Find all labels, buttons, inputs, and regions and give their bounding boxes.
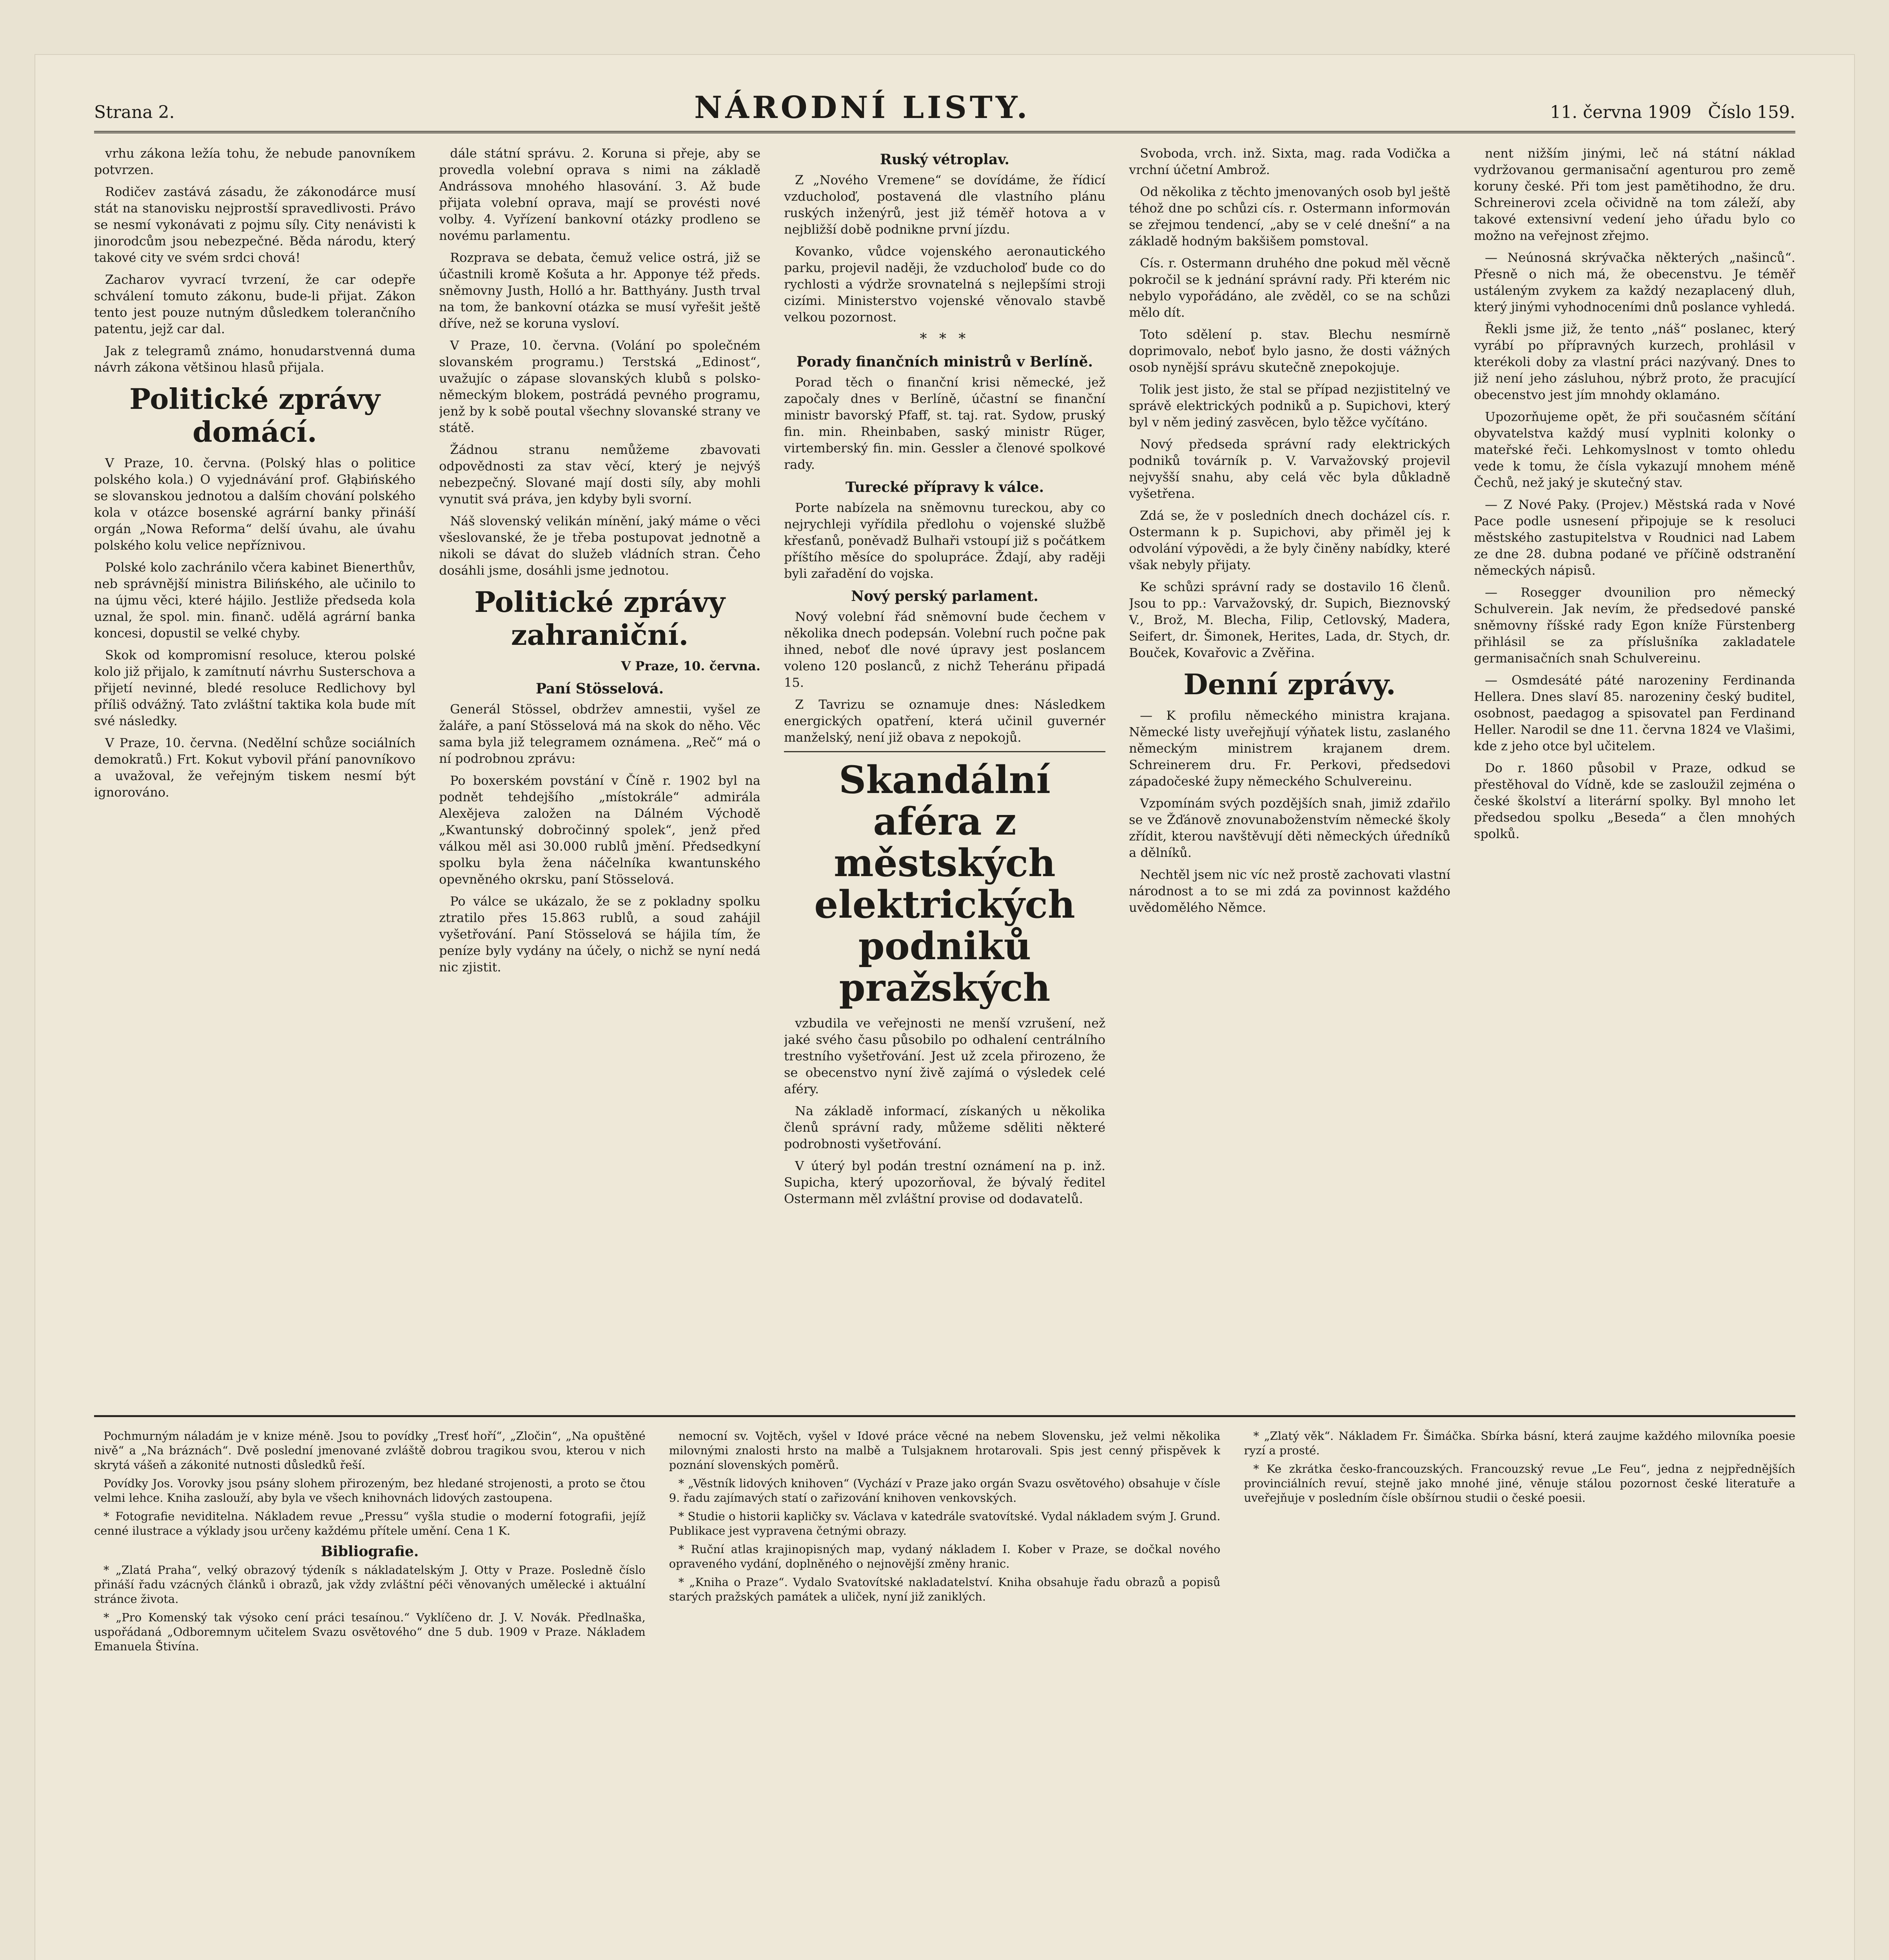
- paragraph: nent nižším jinými, leč ná státní náklad vydržovanou germanisační agenturou pro země koruny české. Při tom jest pamětihodno, že dru. Schreinerovi zcela očividně na tom záleží, aby takové extensivní vedení jeho úřadu bylo co možno na veřejnost zřejmo.: [1474, 146, 1795, 243]
- paragraph: Po válce se ukázalo, že se z pokladny spolku ztratilo přes 15.863 rublů, a soud zahájil vyšetřování. Paní Stösselová se hájila tím, že peníze byly vydány na účely, o nichž se nyní nedá nic zjistit.: [439, 894, 760, 975]
- paragraph: * Ruční atlas krajinopisných map, vydaný nákladem I. Kober v Praze, se dočkal nového opraveného vydání, doplněného o nejnovější změny hranic.: [669, 1543, 1221, 1570]
- paragraph: Po boxerském povstání v Číně r. 1902 byl na podnět tehdejšího „místokrále“ admirála Alexějeva založen na Dálném Východě „Kwantunský dobročinný spolek“, jenž před válkou měl asi 30.000 rublů jmění. Předsedkyní spolku byla žena náčelníka kwantunského opevněného okrsku, paní Stösselová.: [439, 773, 760, 887]
- paragraph: * „Pro Komenský tak výsoko cení práci tesaínou.“ Vyklíčeno dr. J. V. Novák. Předlnaška, uspořádaná „Odboremnym učitelem Svazu osvětového“ dne 5 dub. 1909 v Praze. Nákladem Emanuela Štivína.: [94, 1611, 646, 1653]
- paragraph: — Z Nové Paky. (Projev.) Městská rada v Nové Pace podle usnesení připojuje se k resoluci městského zastupitelstva v Roudnici nad Labem ze dne 28. dubna podané ve příčině odstranění německých nápisů.: [1474, 497, 1795, 578]
- newspaper-page: [35, 55, 1854, 1960]
- paragraph: Generál Stössel, obdržev amnestii, vyšel ze žaláře, a paní Stösselová má na skok do něho. Věc sama byla již telegramem oznámena. „Reč“ má o ní podrobnou zprávu:: [439, 702, 760, 766]
- paragraph: Pochmurným náladám je v knize méně. Jsou to povídky „Tresť hoří“, „Zločin“, „Na opuštěné nivě“ a „Na bráznách“. Dvě poslední jmenované zvláště dobrou tragikou svou, kterou v nich skrytá vášeň a zákonité nutnosti důsledků řeší.: [94, 1429, 646, 1472]
- section-title-foreign: Politické zprávy zahraniční.: [474, 585, 725, 652]
- paragraph: Zdá se, že v posledních dnech docházel cís. r. Ostermann k p. Supichovi, aby přiměl jej k odvolání výpovědi, a že byly činěny nabídky, které však nebyly přijaty.: [1129, 508, 1450, 572]
- paragraph: Kovanko, vůdce vojenského aeronautického parku, projevil naději, že vzducholoď bude co do rychlosti a výdrže srovnatelná s nejlepšími stroji cizími. Ministerstvo vojenské věnovalo stavbě velkou pozornost.: [784, 244, 1105, 325]
- paragraph: * „Věstník lidových knihoven“ (Vychází v Praze jako orgán Svazu osvětového) obsahuje v čísle 9. řadu zajímavých statí o zařizování knihoven venkovských.: [669, 1477, 1221, 1504]
- paragraph: Rozprava se debata, čemuž velice ostrá, již se účastnili kromě Košuta a hr. Apponye též předs. sněmovny Justh, Holló a hr. Batthyány. Justh trval na tom, že bankovní otázka se musí vyřešit ještě dříve, než se koruna vysloví.: [439, 250, 760, 331]
- paragraph: nemocní sv. Vojtěch, vyšel v Idové práce věcné na nebem Slovensku, jež velmi několika milovnými znalosti hrsto na malbě a Tulsjaknem hrotarovali. Spis jest cenný přispěvek k poznání slovenských poměrů.: [669, 1429, 1221, 1472]
- divider: [784, 751, 1105, 752]
- paragraph: Tolik jest jisto, že stal se případ nezjistitelný ve správě elektrických podniků a p. Supichovi, který byl v něm jediný zasvěcen, bylo těžce vyčítáno.: [1129, 382, 1450, 430]
- paragraph: Z „Nového Vremene“ se dovídáme, že řídicí vzducholoď, postavená dle vlastního plánu ruských inženýrů, jest již téměř hotova a v nejbližší době podnikne první jízdu.: [784, 172, 1105, 237]
- subheading: Nový perský parlament.: [851, 588, 1038, 604]
- paragraph: — Osmdesáté páté narozeniny Ferdinanda Hellera. Dnes slaví 85. narozeniny český buditel, osobnost, paedagog a spisovatel pan Ferdinand Heller. Narodil se dne 11. června 1824 ve Vlašimi, kde z jeho otce byl učitelem.: [1474, 673, 1795, 753]
- masthead-title: NÁRODNÍ LISTY.: [694, 90, 1031, 125]
- paragraph: Polské kolo zachránilo včera kabinet Bienerthův, neb správnější ministra Bilińského, ale učinilo to na újmu věci, které hájilo. Jestliže předseda kola uznal, že spol. min. finanč. udělá agrární banka koncesi, dopustil se velké chyby.: [94, 560, 416, 641]
- paragraph: Toto sdělení p. stav. Blechu nesmírně doprimovalo, neboť bylo jasno, že dosti vážných osob nynější správu skutečně znepokojuje.: [1129, 327, 1450, 375]
- section-title-scandal: Skandální aféra z městských elektrických podniků pražských: [814, 758, 1075, 1010]
- paragraph: V Praze, 10. června. (Volání po společném slovanském programu.) Terstská „Edinost“, uvažujíc o zápase slovanských klubů s polsko-německým blokem, postrádá pevného programu, jenž by k sobě poutal všechny slovanské strany ve státě.: [439, 338, 760, 435]
- paragraph: Nový předseda správní rady elektrických podniků továrník p. V. Varvažovský projevil nejvyšší snahu, aby celá věc byla důkladně vyšetřena.: [1129, 437, 1450, 501]
- subheading: Porady finančních ministrů v Berlíně.: [796, 354, 1093, 370]
- issue-date: 11. června 1909: [1550, 102, 1692, 122]
- subheading: Paní Stösselová.: [535, 681, 664, 697]
- paragraph: * „Zlatá Praha“, velký obrazový týdeník s nákladatelským J. Otty v Praze. Posledně číslo přináší řadu vzácných článků i obrazů, jak vždy zvláštní péči věnovaných umělecké i aktuální stránce života.: [94, 1563, 646, 1606]
- paragraph: Od několika z těchto jmenovaných osob byl ještě téhož dne po schůzi cís. r. Ostermann informován se zřejmou tendencí, „aby se v celé dnešní“ a na základě hodným bakšišem pomstoval.: [1129, 184, 1450, 249]
- paragraph: — Rosegger dvounilion pro německý Schulverein. Jak nevím, že předsedové panské sněmovny říšské rady Egon kníže Fürstenberg přihlásil se za příslušníka zakladatele germanisačních snah Schulvereinu.: [1474, 585, 1795, 666]
- subheading: Ruský vétroplav.: [880, 151, 1010, 168]
- column-1: [94, 145, 416, 1399]
- header-rule: [94, 131, 1795, 133]
- separator-stars: * * *: [920, 331, 970, 347]
- subheading-bibliography: Bibliografie.: [321, 1543, 419, 1560]
- feuilleton-column-2: [669, 1429, 1221, 1960]
- paragraph: Do r. 1860 působil v Praze, odkud se přestěhoval do Vídně, kde se zasloužil zejména o české školství a literární spolky. Byl mnoho let předsedou spolku „Beseda“ a člen mnohých spolků.: [1474, 760, 1795, 841]
- paragraph: vrhu zákona ležía tohu, že nebude panovníkem potvrzen.: [94, 146, 416, 177]
- column-4: [1129, 145, 1450, 1399]
- dateline: V Praze, 10. června.: [621, 659, 760, 673]
- paragraph: Vzpomínám svých pozdějších snah, jimiž zdařilo se ve Žďánově znovunaboženstvím německé školy zřídit, kterou navštěvují děti německých úředníků a dělníků.: [1129, 796, 1450, 860]
- paragraph: V Praze, 10. června. (Polský hlas o politice polského kola.) O vyjednávání prof. Głąbińského se slovanskou jednotou a dalším chování polského kola v otázce bosenské agrární banky přináší orgán „Nowa Reforma“ delší úvahu, ale úvahu polského kolu velice nepříznivou.: [94, 456, 416, 553]
- paragraph: Ke schůzi správní rady se dostavilo 16 členů. Jsou to pp.: Varvažovský, dr. Supich, Bieznovský V., Brož, M. Blecha, Filip, Cetlovský, Madera, Seifert, dr. Šimonek, Herites, Lada, dr. Stych, dr. Bouček, Kovařovic a Zvěřina.: [1129, 579, 1450, 660]
- paragraph: * Fotografie neviditelna. Nákladem revue „Pressu“ vyšla studie o moderní fotografii, jejíž cenné ilustrace a výklady jsou určeny každému přítele umění. Cena 1 K.: [94, 1510, 646, 1537]
- paragraph: Rodičev zastává zásadu, že zákonodárce musí stát na stanovisku nejprostší spravedlivosti. Právo se nesmí vykonávati z pojmu síly. City nenávisti k jinorodcům jsou nebezpečné. Běda národu, který takové city ve svém srdci chová!: [94, 184, 416, 265]
- paragraph: * „Zlatý věk“. Nákladem Fr. Šimáčka. Sbírka básní, která zaujme každého milovníka poesie ryzí a prosté.: [1244, 1429, 1796, 1457]
- paragraph: Jak z telegramů známo, honudarstvenná duma návrh zákona většinou hlasů přijala.: [94, 343, 416, 375]
- paragraph: * Ke zkrátka česko-francouzských. Francouzský revue „Le Feu“, jedna z nejpřednějších provinciálních revuí, stejně jako mnohé jiné, věnuje stálou pozornost české literatuře a uveřejňuje v posledním čísle obšírnou studii o české poesii.: [1244, 1462, 1796, 1504]
- paragraph: Z Tavrizu se oznamuje dnes: Následkem energických opatření, která učinil guvernér manželský, není již obava z nepokojů.: [784, 697, 1105, 745]
- column-3: [784, 145, 1105, 1399]
- section-title-daily: Denní zprávy.: [1183, 668, 1396, 701]
- paragraph: Porte nabízela na sněmovnu tureckou, aby co nejrychleji vyřídila předlohu o vojenské službě křesťanů, poněvadž Bulhaři vstoupí již s počátkem příštího měsíce do spolupráce. Ždají, aby raději byli zařadění do vojska.: [784, 500, 1105, 581]
- paragraph: Svoboda, vrch. inž. Sixta, mag. rada Vodička a vrchní účetní Ambrož.: [1129, 146, 1450, 177]
- paragraph: Skok od kompromisní resoluce, kterou polské kolo již přijalo, k zamítnutí návrhu Susterschova a přijetí nevinné, bledé resoluce Redlichovy byl příliš odvážný. Tato zvláštní taktika kola bude mít své následky.: [94, 648, 416, 728]
- date-issue: [1550, 102, 1795, 125]
- paragraph: Porad těch o finanční krisi německé, jež započaly dnes v Berlíně, účastní se finanční ministr bavorský Pfaff, st. taj. rat. Sydow, pruský fin. min. Rheinbaben, saský ministr Rüger, virtemberský fin. min. Gessler a členové spolkové rady.: [784, 375, 1105, 472]
- paragraph: Zacharov vyvrací tvrzení, že car odepře schválení tomuto zákonu, bude-li přijat. Zákon tento jest pouze nutným důsledkem tolerančního patentu, jejž car dal.: [94, 272, 416, 336]
- paragraph: Nový volební řád sněmovní bude čechem v několika dnech podepsán. Volební ruch počne pak ihned, neboť dle nové úpravy jest poslancem voleno 120 poslanců, z nichž Teheránu připadá 15.: [784, 609, 1105, 690]
- page-header: [94, 78, 1795, 125]
- paragraph: Na základě informací, získaných u několika členů správní rady, můžeme sděliti některé podrobnosti vyšetřování.: [784, 1103, 1105, 1151]
- paragraph: — Neúnosná skrývačka některých „našinců“. Přesně o nich má, že obecenstvu. Je téměř ustáleným zvykem za každý nezaplacený dluh, který jinými vyhodnoceními dnů poslance vyhledá.: [1474, 250, 1795, 314]
- main-columns: [94, 145, 1795, 1399]
- paragraph: Povídky Jos. Vorovky jsou psány slohem přirozeným, bez hledané strojenosti, a proto se čtou velmi lehce. Kniha zaslouží, aby byla ve všech knihovnách lidových zastoupena.: [94, 1477, 646, 1504]
- paragraph: V Praze, 10. června. (Nedělní schůze sociálních demokratů.) Frt. Kokut vybovil přání panovníkovo a uvažoval, že veřejným tiskem nesmí být ignorováno.: [94, 735, 416, 800]
- paragraph: * „Kniha o Praze“. Vydalo Svatovítské nakladatelství. Kniha obsahuje řadu obrazů a popisů starých pražských památek a uliček, nyní již zaniklých.: [669, 1575, 1221, 1603]
- paragraph: vzbudila ve veřejnosti ne menší vzrušení, než jaké svého času působilo po odhalení centrálního trestního vyšetřování. Jest už zcela přirozeno, že se obecenstvo nyní živě zajímá o výsledek celé aféry.: [784, 1016, 1105, 1096]
- column-2: [439, 145, 760, 1399]
- column-5: [1474, 145, 1795, 1399]
- paragraph: Náš slovenský velikán mínění, jaký máme o věci všeslovanské, že je třeba postupovat jednotně a nikoli se dávat do služeb vládních stran. Čeho dosáhli jsme, dosáhli jsme jednotou.: [439, 514, 760, 578]
- paragraph: Nechtěl jsem nic víc než prostě zachovati vlastní národnost a to se mi zdá za povinnost každého uvědomělého Němce.: [1129, 867, 1450, 915]
- paragraph: dále státní správu. 2. Koruna si přeje, aby se provedla volební oprava s nimi na základě Andrássova mnohého hlasování. 3. Až bude přijata volební oprava, mají se provésti nové volby. 4. Vyřízení bankovní otázky prodleno se novému parlamentu.: [439, 146, 760, 243]
- feuilleton-column-1: [94, 1429, 646, 1960]
- paragraph: Cís. r. Ostermann druhého dne pokud měl věcně pokročil se k jednání správní rady. Při kterém nic nebylo vypořádáno, ale zvěděl, co se na schůzi mělo dít.: [1129, 256, 1450, 320]
- subheading: Turecké přípravy k válce.: [845, 479, 1044, 495]
- feuilleton-section: [94, 1415, 1795, 1960]
- page-number: Strana 2.: [94, 102, 175, 122]
- paragraph: Upozorňujeme opět, že při současném sčítání obyvatelstva každý musí vyplniti kolonky o mateřské řeči. Lehkomyslnost v tomto ohledu vede k tomu, že čísla vykazují mnohem méně Čechů, než jaký je skutečný stav.: [1474, 409, 1795, 490]
- feuilleton-column-3: [1244, 1429, 1795, 1960]
- paragraph: — K profilu německého ministra krajana. Německé listy uveřejňují výňatek listu, zaslaného německým ministrem krajanem drem. Schreinerem dru. Fr. Perkovi, předsedovi západočeské župy německého Schulvereinu.: [1129, 708, 1450, 789]
- paragraph: * Studie o historii kapličky sv. Václava v katedrále svatovítské. Vydal nákladem svým J. Grund. Publikace jest vypravena četnými obrazy.: [669, 1510, 1221, 1537]
- issue-number: Číslo 159.: [1708, 102, 1795, 122]
- paragraph: Žádnou stranu nemůžeme zbavovati odpovědnosti za stav věcí, který je nejvýš nebezpečný. Slované mají dosti síly, aby mohli vynutit svá práva, jen kdyby byli svorní.: [439, 442, 760, 506]
- section-title-domestic: Politické zprávy domácí.: [129, 382, 380, 448]
- paragraph: V úterý byl podán trestní oznámení na p. inž. Supicha, který upozorňoval, že bývalý ředitel Ostermann měl zvláštní provise od dodavatelů.: [784, 1158, 1105, 1206]
- paragraph: Řekli jsme již, že tento „náš“ poslanec, který vyrábí po přípravných kurzech, prohlásil v kterékoli doby za vlastní práci nazývaný. Dnes to již není jeho zásluhou, nýbrž proto, že pracující obecenstvo jest jím mnohdy oklamáno.: [1474, 321, 1795, 402]
